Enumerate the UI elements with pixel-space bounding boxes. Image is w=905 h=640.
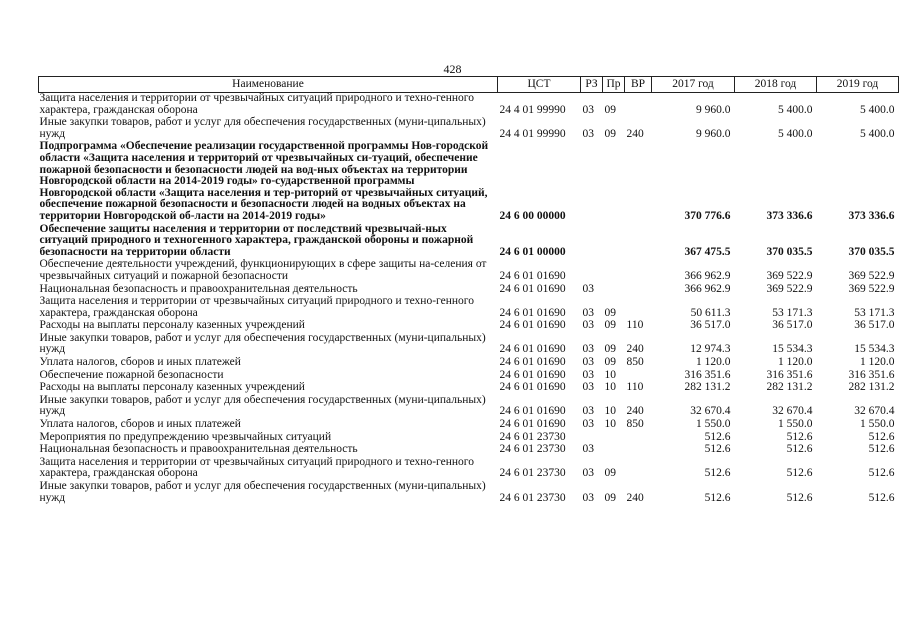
cell-pr	[603, 284, 625, 297]
cell-2019: 373 336.6	[848, 209, 895, 222]
cell-rz	[581, 259, 603, 283]
header-rz: РЗ	[581, 77, 603, 93]
cell-rz: 03	[582, 343, 594, 356]
table-row	[39, 93, 899, 118]
table-row	[39, 382, 899, 395]
cell-2018: 32 670.4	[772, 405, 813, 418]
cell-2018: 369 522.9	[766, 269, 813, 282]
cell-2017: 512.6	[704, 467, 731, 480]
cell-name: Иные закупки товаров, работ и услуг для обеспечения государственных (муни-ципальных) нужд	[39, 480, 486, 504]
header-2017: 2017 год	[652, 77, 735, 93]
cell-2018: 15 534.3	[772, 343, 813, 356]
cell-name: Национальная безопасность и правоохранительная деятельность	[39, 443, 358, 456]
cell-2017: 36 517.0	[690, 319, 731, 332]
budget-table	[38, 76, 899, 505]
cell-2018: 1 550.0	[778, 418, 813, 431]
cell-2019: 1 550.0	[860, 418, 895, 431]
cell-2017: 366 962.9	[684, 269, 731, 282]
cell-2019: 512.6	[868, 467, 895, 480]
cell-pr: 09	[604, 467, 616, 480]
cell-pr: 09	[604, 343, 616, 356]
cell-rz: 03	[582, 467, 594, 480]
cell-rz: 03	[582, 418, 594, 431]
cell-2018: 512.6	[786, 467, 813, 480]
cell-vr	[625, 296, 652, 320]
cell-cst: 24 6 01 01690	[499, 356, 566, 369]
cell-rz: 03	[582, 103, 594, 116]
cell-cst: 24 6 01 01690	[499, 282, 566, 295]
cell-name: Защита населения и территории от чрезвычайных ситуаций природного и техно-генного характера, гражданская оборона	[39, 92, 474, 116]
cell-name: Иные закупки товаров, работ и услуг для обеспечения государственных (муни-ципальных) нужд	[39, 116, 486, 140]
cell-cst: 24 6 01 00000	[499, 245, 566, 258]
cell-rz: 03	[582, 368, 594, 381]
cell-cst: 24 6 01 23730	[499, 430, 566, 443]
cell-vr	[625, 432, 652, 445]
cell-cst: 24 4 01 99990	[499, 103, 566, 116]
cell-pr: 10	[604, 418, 616, 431]
table-row	[39, 395, 899, 419]
cell-name: Обеспечение защиты населения и территории от последствий чрезвычай-ных ситуаций природного и техногенного характера, гражданской обороны и пожарной безопасности на территории области	[39, 222, 474, 258]
cell-2018: 1 120.0	[778, 356, 813, 369]
cell-cst: 24 4 01 99990	[499, 127, 566, 140]
cell-vr: 240	[626, 343, 644, 356]
cell-name: Иные закупки товаров, работ и услуг для обеспечения государственных (муни-ципальных) нужд	[39, 331, 486, 356]
table-header-row	[39, 77, 899, 93]
header-cst: ЦСТ	[498, 77, 581, 93]
table-row	[39, 259, 899, 283]
cell-vr: 110	[626, 319, 644, 332]
cell-2019: 369 522.9	[848, 282, 895, 295]
cell-2019: 369 522.9	[848, 269, 895, 282]
cell-cst: 24 6 01 01690	[499, 306, 566, 319]
cell-vr: 110	[626, 381, 644, 394]
cell-vr	[625, 444, 652, 457]
cell-cst: 24 6 01 01690	[499, 368, 566, 381]
cell-2018: 5 400.0	[778, 127, 813, 140]
cell-2019: 1 120.0	[860, 356, 895, 369]
table-row	[39, 224, 899, 260]
cell-cst: 24 6 01 01690	[499, 269, 566, 282]
cell-cst: 24 6 01 23730	[499, 443, 566, 456]
cell-rz	[581, 224, 603, 260]
cell-pr: 10	[604, 405, 616, 418]
cell-cst: 24 6 01 01690	[499, 418, 566, 431]
cell-2017: 9 960.0	[696, 103, 731, 116]
cell-rz: 03	[582, 381, 594, 394]
cell-rz: 03	[582, 306, 594, 319]
cell-2019: 512.6	[868, 430, 895, 443]
table-row	[39, 444, 899, 457]
cell-cst: 24 6 01 01690	[499, 381, 566, 394]
cell-2018: 316 351.6	[766, 368, 813, 381]
cell-pr	[603, 444, 625, 457]
cell-2017: 512.6	[704, 443, 731, 456]
cell-2017: 512.6	[704, 491, 731, 504]
cell-2017: 512.6	[704, 430, 731, 443]
cell-2017: 370 776.6	[684, 209, 731, 222]
cell-2018: 512.6	[786, 491, 813, 504]
cell-2017: 1 550.0	[696, 418, 731, 431]
cell-name: Иные закупки товаров, работ и услуг для обеспечения государственных (муни-ципальных) нужд	[39, 393, 486, 418]
cell-vr	[625, 93, 652, 118]
cell-cst: 24 6 01 23730	[499, 467, 566, 480]
cell-pr: 10	[604, 381, 616, 394]
cell-name: Мероприятия по предупреждению чрезвычайных ситуаций	[39, 430, 332, 443]
cell-rz: 03	[582, 443, 594, 456]
cell-2017: 367 475.5	[684, 245, 731, 258]
cell-2017: 32 670.4	[690, 405, 731, 418]
cell-cst: 24 6 01 23730	[499, 491, 566, 504]
cell-pr	[603, 224, 625, 260]
cell-name: Защита населения и территории от чрезвычайных ситуаций природного и техно-генного характера, гражданская оборона	[39, 295, 474, 319]
cell-pr	[603, 432, 625, 445]
cell-name: Расходы на выплаты персоналу казенных учреждений	[39, 319, 305, 332]
cell-vr: 850	[626, 356, 644, 369]
cell-2017: 9 960.0	[696, 127, 731, 140]
cell-rz: 03	[582, 405, 594, 418]
cell-2017: 12 974.3	[690, 343, 731, 356]
cell-vr: 240	[626, 405, 644, 418]
header-vr: ВР	[625, 77, 652, 93]
cell-vr	[625, 284, 652, 297]
cell-2019: 512.6	[868, 491, 895, 504]
cell-2018: 5 400.0	[778, 103, 813, 116]
table-row	[39, 296, 899, 320]
table-row	[39, 333, 899, 357]
cell-2018: 512.6	[786, 443, 813, 456]
cell-2019: 36 517.0	[854, 319, 895, 332]
cell-pr: 09	[604, 356, 616, 369]
cell-2017: 282 131.2	[684, 381, 731, 394]
cell-pr: 10	[604, 368, 616, 381]
table-row	[39, 320, 899, 333]
cell-rz: 03	[582, 282, 594, 295]
cell-2018: 512.6	[786, 430, 813, 443]
cell-cst: 24 6 01 01690	[499, 343, 566, 356]
cell-pr: 09	[604, 127, 616, 140]
cell-name: Национальная безопасность и правоохранительная деятельность	[39, 282, 358, 295]
cell-2019: 5 400.0	[860, 103, 895, 116]
cell-name: Подпрограмма «Обеспечение реализации государственной программы Нов-городской области «Защита населения и территорий от чрезвычайных си-туаций, обеспечение пожарной безопасности и безопасности людей на вод-ных объектах на территории Новгородской области на 2014-2019 годы» го-сударственной программы Новгородской области «Защита населения и тер-риторий от чрезвычайных ситуаций, обеспечение пожарной безопасности и безопасности людей на водных объектах на территории Новгородской об-ласти на 2014-2019 годы»	[39, 140, 489, 222]
cell-name: Расходы на выплаты персоналу казенных учреждений	[39, 381, 305, 394]
cell-2018: 370 035.5	[766, 245, 813, 258]
cell-2018: 282 131.2	[766, 381, 813, 394]
cell-rz: 03	[582, 319, 594, 332]
cell-2019: 282 131.2	[848, 381, 895, 394]
cell-2018: 53 171.3	[772, 306, 813, 319]
cell-pr: 09	[604, 306, 616, 319]
table-row	[39, 357, 899, 370]
cell-2019: 32 670.4	[854, 405, 895, 418]
cell-2018: 36 517.0	[772, 319, 813, 332]
cell-2019: 5 400.0	[860, 127, 895, 140]
cell-pr: 09	[604, 491, 616, 504]
table-row	[39, 457, 899, 481]
page-number: 428	[443, 62, 462, 76]
cell-2019: 370 035.5	[848, 245, 895, 258]
table-row	[39, 117, 899, 141]
cell-2019: 53 171.3	[854, 306, 895, 319]
cell-vr	[625, 259, 652, 283]
cell-2017: 1 120.0	[696, 356, 731, 369]
cell-2018: 373 336.6	[766, 209, 813, 222]
header-name: Наименование	[39, 77, 498, 93]
cell-rz: 03	[582, 491, 594, 504]
cell-2018: 369 522.9	[766, 282, 813, 295]
header-2018: 2018 год	[735, 77, 817, 93]
cell-vr	[625, 457, 652, 481]
cell-2017: 316 351.6	[684, 368, 731, 381]
cell-pr	[603, 259, 625, 283]
table-body	[39, 93, 899, 506]
cell-2019: 15 534.3	[854, 343, 895, 356]
cell-name: Обеспечение деятельности учреждений, функционирующих в сфере защиты на-селения от чрезвычайных ситуаций и пожарной безопасности	[39, 258, 487, 282]
cell-2019: 316 351.6	[848, 368, 895, 381]
table-row	[39, 481, 899, 505]
table-row	[39, 141, 899, 223]
cell-name: Защита населения и территории от чрезвычайных ситуаций природного и техно-генного характера, гражданская оборона	[39, 455, 474, 480]
cell-2019: 512.6	[868, 443, 895, 456]
cell-name: Уплата налогов, сборов и иных платежей	[39, 356, 241, 369]
cell-cst: 24 6 01 01690	[499, 319, 566, 332]
cell-pr: 09	[604, 103, 616, 116]
table-row	[39, 419, 899, 432]
cell-2017: 50 611.3	[690, 306, 731, 319]
cell-name: Уплата налогов, сборов и иных платежей	[39, 418, 241, 431]
cell-name: Обеспечение пожарной безопасности	[39, 368, 224, 381]
cell-cst: 24 6 01 01690	[499, 405, 566, 418]
cell-vr	[625, 224, 652, 260]
header-2019: 2019 год	[817, 77, 899, 93]
cell-vr	[625, 141, 652, 223]
cell-rz: 03	[582, 356, 594, 369]
cell-vr: 240	[626, 491, 644, 504]
cell-pr	[603, 141, 625, 223]
cell-vr: 240	[626, 127, 644, 140]
cell-cst: 24 6 00 00000	[499, 209, 566, 222]
cell-vr: 850	[626, 418, 644, 431]
cell-rz	[581, 141, 603, 223]
cell-pr: 09	[604, 319, 616, 332]
cell-2017: 366 962.9	[684, 282, 731, 295]
header-pr: Пр	[603, 77, 625, 93]
cell-rz: 03	[582, 127, 594, 140]
